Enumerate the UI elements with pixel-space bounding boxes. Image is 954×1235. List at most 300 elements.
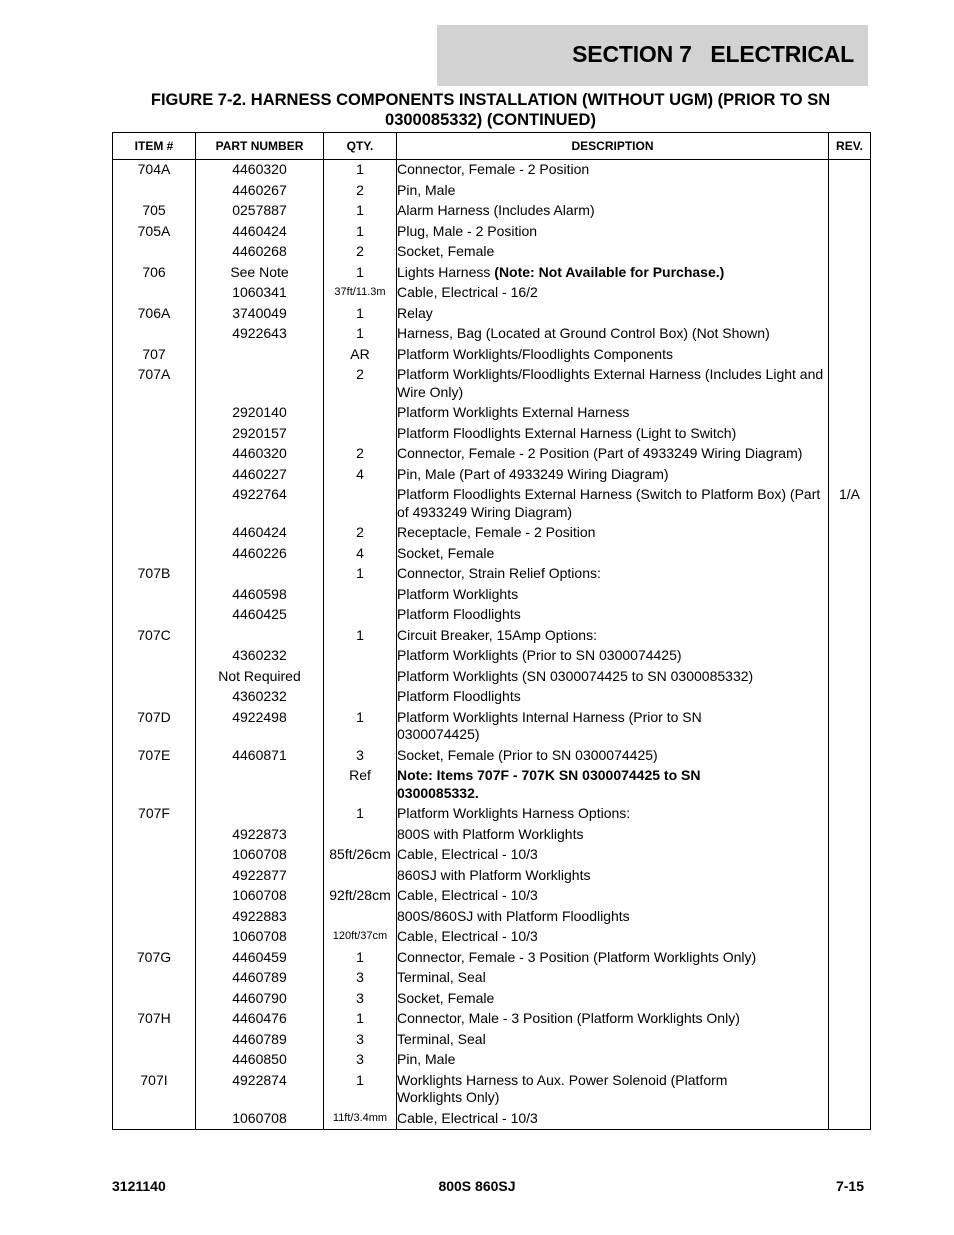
description-cell xyxy=(397,803,829,824)
description-cell xyxy=(397,364,829,402)
item-number-cell xyxy=(113,443,196,464)
description-cell xyxy=(397,988,829,1009)
description-cell xyxy=(397,707,829,745)
description-cell xyxy=(397,947,829,968)
rev-cell xyxy=(829,200,871,221)
description-text: Platform Worklights/Floodlights Components xyxy=(397,345,673,362)
part-number-cell: 4460227 xyxy=(196,464,324,485)
table-row xyxy=(113,364,871,402)
description-text: Connector, Female - 2 Position (Part of 4933249 Wiring Diagram) xyxy=(397,445,803,461)
part-number-cell: 1060708 xyxy=(196,885,324,906)
qty-cell: 4 xyxy=(324,464,397,485)
description-text: Platform Worklights/Floodlights External Harness (Includes Light and Wire Only) xyxy=(397,366,824,400)
description-text: Platform Worklights (SN 0300074425 to SN 0300085332) xyxy=(397,667,754,684)
item-number-cell: 707E xyxy=(113,745,196,766)
description-cell xyxy=(397,926,829,947)
qty-cell: 1 xyxy=(324,625,397,646)
item-number-cell xyxy=(113,824,196,845)
item-number-cell: 707F xyxy=(113,803,196,824)
part-number-cell: 4460320 xyxy=(196,160,324,180)
part-number-cell xyxy=(196,563,324,584)
qty-cell xyxy=(324,906,397,927)
rev-cell xyxy=(829,323,871,344)
description-text: Circuit Breaker, 15Amp Options: xyxy=(397,626,597,643)
rev-cell xyxy=(829,303,871,324)
description-text: Cable, Electrical - 10/3 xyxy=(397,846,538,862)
rev-cell xyxy=(829,666,871,687)
item-number-cell xyxy=(113,686,196,707)
description-text: Socket, Female xyxy=(397,544,495,561)
description-cell xyxy=(397,282,829,303)
part-number-cell: 4460268 xyxy=(196,241,324,262)
item-number-cell xyxy=(113,645,196,666)
description-cell xyxy=(397,686,829,707)
table-row xyxy=(113,584,871,605)
description-cell xyxy=(397,180,829,201)
table-row xyxy=(113,160,871,180)
description-cell xyxy=(397,344,829,365)
table-row xyxy=(113,484,871,522)
table-row xyxy=(113,200,871,221)
footer-manual-number: 3121140 xyxy=(112,1178,166,1194)
qty-cell: 1 xyxy=(324,563,397,584)
item-number-cell xyxy=(113,906,196,927)
description-text: Receptacle, Female - 2 Position xyxy=(397,524,596,540)
rev-cell xyxy=(829,563,871,584)
description-cell xyxy=(397,522,829,543)
part-number-cell: 4922883 xyxy=(196,906,324,927)
item-number-cell xyxy=(113,402,196,423)
qty-cell: 1 xyxy=(324,323,397,344)
part-number-cell: 1060708 xyxy=(196,1108,324,1130)
rev-cell xyxy=(829,947,871,968)
col-header-part-number: PART NUMBER xyxy=(196,133,324,160)
table-row xyxy=(113,1029,871,1050)
part-number-cell xyxy=(196,344,324,365)
description-cell xyxy=(397,1049,829,1070)
qty-cell: Ref xyxy=(324,765,397,803)
item-number-cell xyxy=(113,241,196,262)
part-number-cell: 4922643 xyxy=(196,323,324,344)
description-text: Terminal, Seal xyxy=(397,1030,486,1047)
item-number-cell xyxy=(113,423,196,444)
item-number-cell xyxy=(113,584,196,605)
description-text: Platform Worklights (Prior to SN 0300074425) xyxy=(397,647,682,663)
item-number-cell: 705 xyxy=(113,200,196,221)
rev-cell xyxy=(829,364,871,402)
table-row xyxy=(113,423,871,444)
section-title: SECTION 7 ELECTRICAL xyxy=(572,41,854,67)
part-number-cell: 4460850 xyxy=(196,1049,324,1070)
item-number-cell xyxy=(113,1029,196,1050)
item-number-cell xyxy=(113,988,196,1009)
part-number-cell: 4460226 xyxy=(196,543,324,564)
part-number-cell: 4460476 xyxy=(196,1008,324,1029)
qty-cell: 1 xyxy=(324,803,397,824)
item-number-cell: 707C xyxy=(113,625,196,646)
part-number-cell: 4460425 xyxy=(196,604,324,625)
description-text: Connector, Female - 3 Position (Platform Worklights Only) xyxy=(397,948,757,965)
rev-cell xyxy=(829,241,871,262)
parts-table xyxy=(112,132,871,1130)
rev-cell xyxy=(829,745,871,766)
table-row xyxy=(113,625,871,646)
rev-cell xyxy=(829,262,871,283)
description-cell xyxy=(397,584,829,605)
description-cell xyxy=(397,1029,829,1050)
description-text: Harness, Bag (Located at Ground Control Box) (Not Shown) xyxy=(397,325,770,341)
description-cell xyxy=(397,745,829,766)
qty-cell: 2 xyxy=(324,180,397,201)
qty-cell: 3 xyxy=(324,967,397,988)
description-cell xyxy=(397,824,829,845)
item-number-cell xyxy=(113,323,196,344)
table-row xyxy=(113,323,871,344)
item-number-cell xyxy=(113,1108,196,1130)
qty-cell: 2 xyxy=(324,364,397,402)
table-row xyxy=(113,988,871,1009)
description-cell xyxy=(397,666,829,687)
qty-cell: AR xyxy=(324,344,397,365)
part-number-cell xyxy=(196,803,324,824)
description-cell xyxy=(397,443,829,464)
table-row xyxy=(113,344,871,365)
table-row xyxy=(113,604,871,625)
part-number-cell: 4922874 xyxy=(196,1070,324,1108)
rev-cell xyxy=(829,824,871,845)
rev-cell xyxy=(829,765,871,803)
part-number-cell: 4922764 xyxy=(196,484,324,522)
description-cell xyxy=(397,241,829,262)
item-number-cell xyxy=(113,484,196,522)
rev-cell xyxy=(829,865,871,886)
part-number-cell: 4922877 xyxy=(196,865,324,886)
part-number-cell: 1060341 xyxy=(196,282,324,303)
qty-cell: 3 xyxy=(324,1029,397,1050)
rev-cell xyxy=(829,686,871,707)
qty-cell xyxy=(324,686,397,707)
description-text: 800S/860SJ with Platform Floodlights xyxy=(397,907,630,924)
table-row xyxy=(113,563,871,584)
table-row xyxy=(113,443,871,464)
description-cell xyxy=(397,645,829,666)
item-number-cell: 706 xyxy=(113,262,196,283)
table-row xyxy=(113,865,871,886)
rev-cell xyxy=(829,604,871,625)
item-number-cell xyxy=(113,282,196,303)
table-row xyxy=(113,1108,871,1130)
description-cell xyxy=(397,885,829,906)
description-text: Platform Worklights External Harness xyxy=(397,404,630,420)
section-banner xyxy=(437,25,868,86)
description-cell xyxy=(397,1108,829,1130)
item-number-cell xyxy=(113,1049,196,1070)
description-cell xyxy=(397,1070,829,1108)
item-number-cell: 704A xyxy=(113,160,196,180)
item-number-cell xyxy=(113,765,196,803)
col-header-description: DESCRIPTION xyxy=(397,133,829,160)
qty-cell: 1 xyxy=(324,1008,397,1029)
rev-cell xyxy=(829,402,871,423)
qty-cell: 1 xyxy=(324,1070,397,1108)
rev-cell xyxy=(829,803,871,824)
table-row xyxy=(113,947,871,968)
qty-cell: 2 xyxy=(324,241,397,262)
item-number-cell: 707I xyxy=(113,1070,196,1108)
description-cell xyxy=(397,402,829,423)
item-number-cell: 707G xyxy=(113,947,196,968)
item-number-cell: 705A xyxy=(113,221,196,242)
description-text: Cable, Electrical - 10/3 xyxy=(397,1109,538,1126)
col-header-rev: REV. xyxy=(829,133,871,160)
item-number-cell xyxy=(113,967,196,988)
qty-cell xyxy=(324,423,397,444)
rev-cell xyxy=(829,1029,871,1050)
part-number-cell: 4922873 xyxy=(196,824,324,845)
qty-cell: 120ft/37cm xyxy=(324,926,397,947)
qty-cell: 3 xyxy=(324,745,397,766)
table-row xyxy=(113,180,871,201)
item-number-cell: 707A xyxy=(113,364,196,402)
rev-cell xyxy=(829,443,871,464)
qty-cell xyxy=(324,865,397,886)
qty-cell: 3 xyxy=(324,988,397,1009)
item-number-cell: 707H xyxy=(113,1008,196,1029)
description-cell xyxy=(397,484,829,522)
rev-cell xyxy=(829,344,871,365)
rev-cell xyxy=(829,1008,871,1029)
table-row xyxy=(113,464,871,485)
qty-cell xyxy=(324,604,397,625)
description-text: Pin, Male xyxy=(397,181,456,198)
part-number-cell xyxy=(196,625,324,646)
table-row xyxy=(113,1070,871,1108)
qty-cell: 1 xyxy=(324,262,397,283)
table-row xyxy=(113,645,871,666)
description-text: Platform Floodlights xyxy=(397,606,521,622)
rev-cell xyxy=(829,543,871,564)
description-text: Platform Floodlights External Harness (Light to Switch) xyxy=(397,424,737,441)
description-text: Socket, Female (Prior to SN 0300074425) xyxy=(397,746,658,763)
table-row xyxy=(113,303,871,324)
rev-cell xyxy=(829,1070,871,1108)
rev-cell: 1/A xyxy=(829,484,871,522)
rev-cell xyxy=(829,625,871,646)
description-text: Cable, Electrical - 10/3 xyxy=(397,887,538,903)
item-number-cell xyxy=(113,666,196,687)
item-number-cell: 707B xyxy=(113,563,196,584)
part-number-cell: 4460320 xyxy=(196,443,324,464)
description-text: Platform Floodlights xyxy=(397,688,521,704)
table-row xyxy=(113,221,871,242)
figure-title: FIGURE 7-2. HARNESS COMPONENTS INSTALLATION (WITHOUT UGM) (PRIOR TO SN 0300085332) (CONTINUED) xyxy=(150,91,831,129)
description-text: Worklights Harness to Aux. Power Solenoid (Platform Worklights Only) xyxy=(397,1071,728,1105)
item-number-cell xyxy=(113,844,196,865)
table-row xyxy=(113,1049,871,1070)
part-number-cell: 4460790 xyxy=(196,988,324,1009)
rev-cell xyxy=(829,967,871,988)
description-text: Cable, Electrical - 16/2 xyxy=(397,284,538,300)
item-number-cell xyxy=(113,885,196,906)
table-row xyxy=(113,926,871,947)
description-cell xyxy=(397,200,829,221)
description-cell xyxy=(397,464,829,485)
description-text: 860SJ with Platform Worklights xyxy=(397,866,591,883)
description-text: Terminal, Seal xyxy=(397,969,486,985)
qty-cell: 1 xyxy=(324,200,397,221)
rev-cell xyxy=(829,707,871,745)
description-cell xyxy=(397,844,829,865)
part-number-cell: 4460424 xyxy=(196,221,324,242)
item-number-cell: 707D xyxy=(113,707,196,745)
item-number-cell: 707 xyxy=(113,344,196,365)
table-row xyxy=(113,803,871,824)
qty-cell: 1 xyxy=(324,947,397,968)
qty-cell: 4 xyxy=(324,543,397,564)
rev-cell xyxy=(829,584,871,605)
part-number-cell: 2920157 xyxy=(196,423,324,444)
part-number-cell: 1060708 xyxy=(196,844,324,865)
qty-cell xyxy=(324,484,397,522)
description-text: Pin, Male (Part of 4933249 Wiring Diagram) xyxy=(397,465,669,482)
part-number-cell xyxy=(196,364,324,402)
part-number-cell: 4460789 xyxy=(196,967,324,988)
table-row xyxy=(113,824,871,845)
part-number-cell: 4460789 xyxy=(196,1029,324,1050)
rev-cell xyxy=(829,221,871,242)
col-header-qty: QTY. xyxy=(324,133,397,160)
item-number-cell xyxy=(113,865,196,886)
description-text: Platform Worklights Harness Options: xyxy=(397,805,631,821)
description-text: Cable, Electrical - 10/3 xyxy=(397,928,538,944)
rev-cell xyxy=(829,926,871,947)
description-text: 800S with Platform Worklights xyxy=(397,825,584,842)
rev-cell xyxy=(829,180,871,201)
description-cell xyxy=(397,323,829,344)
description-text: Plug, Male - 2 Position xyxy=(397,222,538,239)
col-header-item: ITEM # xyxy=(113,133,196,160)
item-number-cell: 706A xyxy=(113,303,196,324)
description-cell xyxy=(397,625,829,646)
description-cell xyxy=(397,1008,829,1029)
description-cell xyxy=(397,160,829,180)
qty-cell: 11ft/3.4mm xyxy=(324,1108,397,1130)
description-text: Platform Worklights Internal Harness (Prior to SN 0300074425) xyxy=(397,708,702,742)
description-cell xyxy=(397,303,829,324)
description-cell xyxy=(397,865,829,886)
table-row xyxy=(113,906,871,927)
part-number-cell: 2920140 xyxy=(196,402,324,423)
qty-cell xyxy=(324,645,397,666)
description-cell xyxy=(397,604,829,625)
item-number-cell xyxy=(113,604,196,625)
description-cell xyxy=(397,543,829,564)
part-number-cell: 3740049 xyxy=(196,303,324,324)
table-header-row xyxy=(113,133,871,160)
description-text: Pin, Male xyxy=(397,1051,456,1067)
part-number-cell: 0257887 xyxy=(196,200,324,221)
qty-cell: 2 xyxy=(324,522,397,543)
part-number-cell: 4460267 xyxy=(196,180,324,201)
table-row xyxy=(113,241,871,262)
description-cell xyxy=(397,906,829,927)
description-cell xyxy=(397,423,829,444)
description-cell xyxy=(397,967,829,988)
item-number-cell xyxy=(113,464,196,485)
part-number-cell: 4360232 xyxy=(196,686,324,707)
table-row xyxy=(113,666,871,687)
rev-cell xyxy=(829,160,871,180)
table-row xyxy=(113,402,871,423)
rev-cell xyxy=(829,282,871,303)
footer-model: 800S 860SJ xyxy=(438,1178,516,1194)
rev-cell xyxy=(829,522,871,543)
description-text: Alarm Harness (Includes Alarm) xyxy=(397,202,595,218)
part-number-cell: 4460871 xyxy=(196,745,324,766)
qty-cell: 2 xyxy=(324,443,397,464)
table-row xyxy=(113,745,871,766)
table-row xyxy=(113,1008,871,1029)
qty-cell: 3 xyxy=(324,1049,397,1070)
item-number-cell xyxy=(113,522,196,543)
rev-cell xyxy=(829,988,871,1009)
qty-cell xyxy=(324,824,397,845)
description-text: Relay xyxy=(397,304,433,321)
rev-cell xyxy=(829,906,871,927)
table-row xyxy=(113,686,871,707)
item-number-cell xyxy=(113,180,196,201)
item-number-cell xyxy=(113,543,196,564)
description-cell xyxy=(397,262,829,283)
qty-cell: 1 xyxy=(324,303,397,324)
part-number-cell: Not Required xyxy=(196,666,324,687)
part-number-cell: 4922498 xyxy=(196,707,324,745)
description-text: Connector, Strain Relief Options: xyxy=(397,565,601,581)
description-text: Socket, Female xyxy=(397,243,495,259)
description-cell xyxy=(397,221,829,242)
parts-table-body xyxy=(113,160,871,1130)
description-note: (Note: Not Available for Purchase.) xyxy=(494,263,725,280)
part-number-cell: 4360232 xyxy=(196,645,324,666)
qty-cell: 85ft/26cm xyxy=(324,844,397,865)
rev-cell xyxy=(829,844,871,865)
description-cell xyxy=(397,765,829,803)
qty-cell xyxy=(324,666,397,687)
rev-cell xyxy=(829,1049,871,1070)
rev-cell xyxy=(829,645,871,666)
description-text: Connector, Male - 3 Position (Platform Worklights Only) xyxy=(397,1010,740,1026)
rev-cell xyxy=(829,423,871,444)
footer-page-number: 7-15 xyxy=(835,1178,864,1194)
qty-cell xyxy=(324,402,397,423)
table-row xyxy=(113,543,871,564)
table-row xyxy=(113,844,871,865)
part-number-cell: See Note xyxy=(196,262,324,283)
table-row xyxy=(113,522,871,543)
description-note: Note: Items 707F - 707K SN 0300074425 to SN 0300085332. xyxy=(397,767,701,801)
rev-cell xyxy=(829,885,871,906)
description-text: Platform Floodlights External Harness (Switch to Platform Box) (Part of 4933249 Wiring Diagram) xyxy=(397,486,821,520)
table-row xyxy=(113,707,871,745)
table-row xyxy=(113,885,871,906)
part-number-cell: 4460598 xyxy=(196,584,324,605)
description-text: Lights Harness xyxy=(397,263,495,280)
part-number-cell: 4460424 xyxy=(196,522,324,543)
table-row xyxy=(113,262,871,283)
part-number-cell: 4460459 xyxy=(196,947,324,968)
qty-cell: 92ft/28cm xyxy=(324,885,397,906)
rev-cell xyxy=(829,464,871,485)
